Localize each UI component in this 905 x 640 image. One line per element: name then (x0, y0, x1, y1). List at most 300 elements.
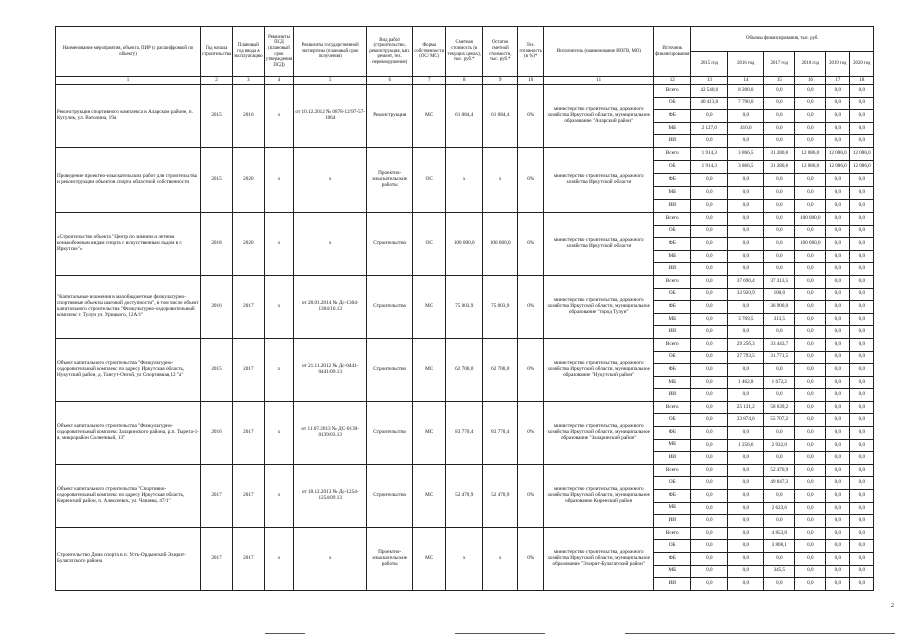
project-name: Проведение проектно-изыскательских работ для строительства и реконструкции объектов спорта областной собственности (56, 147, 201, 212)
readiness: 0% (518, 85, 544, 148)
funding-source: МБ (654, 439, 691, 452)
funding-value: 0,0 (826, 288, 850, 301)
year-end: 2020 (233, 147, 265, 212)
funding-value: 0,0 (795, 110, 826, 123)
funding-value: 0,0 (764, 553, 795, 566)
funding-value: 42 540,0 (691, 85, 728, 98)
expertise-details: от 10.12.2012 № 0878-12/97-57-1064 (294, 85, 367, 148)
investment-table (55, 26, 874, 591)
funding-value: 0,0 (728, 578, 764, 591)
column-number: 18 (850, 77, 874, 85)
header-estimated-cost: Сметная стоимость (в текущих ценах), тыс. руб.* (446, 27, 483, 77)
remaining-cost: 75 003,9 (483, 275, 518, 338)
project-name: Объект капитального строительства "Спортивно-оздоровительный комплекс по адресу Иркутская область, Киренский район, п. Алексеевск, ул. Чапаева, 47/1" (56, 464, 201, 527)
funding-value: 12 086,0 (850, 147, 874, 160)
funding-value: 0,0 (691, 238, 728, 251)
funding-value: 0,0 (795, 427, 826, 440)
ownership-form: ОС (413, 212, 446, 275)
funding-value: 0,0 (795, 578, 826, 591)
funding-value: 0,0 (826, 212, 850, 225)
executor: министерство строительства, дорожного хозяйства Иркутской области, муниципальное образование "Эхирит-Булагатский район" (544, 527, 654, 590)
funding-value: 0,0 (764, 326, 795, 339)
funding-value: 0,0 (850, 275, 874, 288)
executor: министерство строительства, дорожного хозяйства Иркутской области, муниципальное образование Киренский район (544, 464, 654, 527)
header-ownership: Форма собственности (ОС/ МС) (413, 27, 446, 77)
ownership-form: ОС (413, 147, 446, 212)
funding-value: 0,0 (764, 263, 795, 276)
funding-value: 0,0 (764, 364, 795, 377)
funding-value: 12 086,0 (795, 160, 826, 173)
readiness: 0% (518, 275, 544, 338)
funding-value: 0,0 (826, 389, 850, 402)
year-end: 2020 (233, 212, 265, 275)
bottom-rule (625, 633, 895, 634)
funding-value: 0,0 (850, 515, 874, 528)
funding-value: 0,0 (691, 414, 728, 427)
funding-value: 0,0 (691, 389, 728, 402)
funding-value: 0,0 (691, 490, 728, 503)
funding-value: 0,0 (826, 97, 850, 110)
funding-value: 0,0 (850, 452, 874, 465)
table-row (56, 464, 874, 477)
funding-value: 0,0 (826, 110, 850, 123)
funding-value: 0,0 (764, 199, 795, 212)
funding-value: 0,0 (795, 186, 826, 199)
funding-value: 0,0 (795, 452, 826, 465)
funding-value: 0,0 (850, 250, 874, 263)
funding-value: 12 086,0 (826, 160, 850, 173)
funding-value: 0,0 (795, 301, 826, 314)
column-number: 3 (233, 77, 265, 85)
funding-value: 0,0 (826, 186, 850, 199)
funding-value: 0,0 (764, 225, 795, 238)
estimated-cost: x (446, 527, 483, 590)
table-row (56, 275, 874, 288)
expertise-details: от 28.01.2014 № Дс-1304-1304/10.13 (294, 275, 367, 338)
funding-value: 31 771,5 (764, 351, 795, 364)
funding-value: 0,0 (850, 427, 874, 440)
header-work-type: Вид работ (строительство, реконструкция, кап. ремонт, тех. перевооружение) (367, 27, 413, 77)
funding-value: 0,0 (850, 578, 874, 591)
funding-source: ФБ (654, 238, 691, 251)
header-expertise: Реквизиты государственной экспертизы (плановый срок получения) (294, 27, 367, 77)
funding-value: 49 847,3 (764, 477, 795, 490)
funding-value: 0,0 (795, 502, 826, 515)
funding-value: 0,0 (764, 578, 795, 591)
funding-value: 0,0 (691, 250, 728, 263)
funding-value: 0,0 (826, 122, 850, 135)
funding-value: 0,0 (826, 173, 850, 186)
readiness: 0% (518, 338, 544, 401)
readiness: 0% (518, 147, 544, 212)
funding-value: 0,0 (795, 122, 826, 135)
funding-value: 0,0 (691, 351, 728, 364)
funding-value: 4 853,8 (764, 527, 795, 540)
funding-value: 36 900,0 (764, 301, 795, 314)
table-row (56, 338, 874, 351)
funding-value: 0,0 (826, 540, 850, 553)
funding-value: 0,0 (850, 110, 874, 123)
estimated-cost: 62 700,0 (446, 338, 483, 401)
funding-value: 0,0 (826, 263, 850, 276)
funding-value: 0,0 (795, 326, 826, 339)
funding-value: 0,0 (795, 414, 826, 427)
funding-value: 0,0 (728, 263, 764, 276)
funding-value: 0,0 (691, 364, 728, 377)
funding-value: 0,0 (850, 85, 874, 98)
funding-value: 0,0 (728, 238, 764, 251)
year-start: 2018 (201, 212, 233, 275)
funding-value: 0,0 (728, 527, 764, 540)
executor: министерство строительства, дорожного хозяйства Иркутской области, муниципальное образование "город Тулун" (544, 275, 654, 338)
funding-source: МБ (654, 186, 691, 199)
header-funding: Объемы финансирования, тыс. руб. (691, 27, 874, 52)
estimated-cost: 61 084,4 (446, 85, 483, 148)
estimated-cost: x (446, 147, 483, 212)
expertise-details: от 21.11.2012 № Дс-0441-0441/09.13 (294, 338, 367, 401)
funding-value: 0,0 (795, 527, 826, 540)
funding-value: 0,0 (691, 263, 728, 276)
funding-value: 0,0 (764, 238, 795, 251)
funding-source: ИИ (654, 515, 691, 528)
funding-value: 3 808,1 (764, 540, 795, 553)
funding-value: 0,0 (728, 110, 764, 123)
funding-value: 0,0 (850, 401, 874, 414)
funding-value: 0,0 (728, 565, 764, 578)
funding-value: 0,0 (795, 515, 826, 528)
project-name: Строительство Дома спорта в п. Усть-Ордынский Эхирит-Булагатского района (56, 527, 201, 590)
funding-value: 0,0 (691, 477, 728, 490)
ownership-form: МС (413, 275, 446, 338)
project-name: Объект капитального строительства "Физкультурно-оздоровительный комплекс Заларинского района, р.п. Тырета-1-я, микрорайон Солнечный, 13" (56, 401, 201, 464)
psd-details: x (264, 212, 293, 275)
executor: министерство строительства, дорожного хозяйства Иркутской области, муниципальное образование "Аларский район" (544, 85, 654, 148)
funding-value: 0,0 (691, 301, 728, 314)
funding-value: 25 131,2 (728, 401, 764, 414)
funding-value: 23 874,6 (728, 414, 764, 427)
funding-value: 0,0 (764, 173, 795, 186)
funding-value: 0,0 (691, 515, 728, 528)
funding-value: 0,0 (850, 376, 874, 389)
column-number: 2 (201, 77, 233, 85)
funding-value: 0,0 (850, 212, 874, 225)
funding-value: 0,0 (826, 414, 850, 427)
funding-value: 0,0 (691, 578, 728, 591)
funding-value: 1 256,6 (728, 439, 764, 452)
funding-value: 37 313,5 (764, 275, 795, 288)
column-number: 4 (264, 77, 293, 85)
work-type: Строительство (367, 275, 413, 338)
work-type: Строительство (367, 212, 413, 275)
funding-source: МБ (654, 565, 691, 578)
work-type: Строительство (367, 401, 413, 464)
year-start: 2016 (201, 275, 233, 338)
funding-value: 52 470,9 (764, 464, 795, 477)
year-end: 2017 (233, 527, 265, 590)
funding-value: 0,0 (826, 85, 850, 98)
table-row (56, 401, 874, 414)
column-number: 14 (728, 77, 764, 85)
funding-value: 0,0 (728, 135, 764, 148)
funding-value: 0,0 (826, 364, 850, 377)
funding-value: 3 769,5 (728, 313, 764, 326)
funding-value: 0,0 (691, 173, 728, 186)
funding-value: 0,0 (795, 85, 826, 98)
funding-source: Всего (654, 212, 691, 225)
header-readiness: Тех. готовность (в %)* (518, 27, 544, 77)
funding-value: 0,0 (795, 275, 826, 288)
funding-source: ОБ (654, 288, 691, 301)
funding-value: 0,0 (764, 97, 795, 110)
funding-value: 2 623,6 (764, 502, 795, 515)
funding-value: 0,0 (795, 338, 826, 351)
funding-value: 0,0 (728, 186, 764, 199)
funding-value: 0,0 (691, 427, 728, 440)
funding-value: 0,0 (850, 288, 874, 301)
funding-value: 0,0 (795, 135, 826, 148)
funding-value: 0,0 (850, 97, 874, 110)
funding-value: 0,0 (691, 439, 728, 452)
funding-source: МБ (654, 122, 691, 135)
funding-source: МБ (654, 250, 691, 263)
funding-source: ФБ (654, 110, 691, 123)
funding-source: ОБ (654, 97, 691, 110)
funding-value: 0,0 (691, 135, 728, 148)
work-type: Строительство (367, 338, 413, 401)
funding-source: Всего (654, 85, 691, 98)
funding-value: 0,0 (850, 135, 874, 148)
funding-value: 0,0 (764, 186, 795, 199)
funding-value: 0,0 (728, 250, 764, 263)
funding-source: Всего (654, 401, 691, 414)
funding-value: 0,0 (850, 122, 874, 135)
funding-value: 410,0 (728, 122, 764, 135)
remaining-cost: x (483, 527, 518, 590)
ownership-form: МС (413, 401, 446, 464)
funding-value: 0,0 (850, 313, 874, 326)
funding-value: 0,0 (691, 376, 728, 389)
funding-value: 0,0 (691, 313, 728, 326)
funding-value: 0,0 (728, 540, 764, 553)
work-type: Проектно-изыскательские работы (367, 527, 413, 590)
funding-value: 0,0 (795, 225, 826, 238)
year-end: 2017 (233, 275, 265, 338)
funding-value: 31 280,6 (764, 147, 795, 160)
year-end: 2017 (233, 401, 265, 464)
funding-value: 0,0 (795, 376, 826, 389)
funding-value: 0,0 (795, 439, 826, 452)
funding-value: 0,0 (826, 313, 850, 326)
funding-value: 0,0 (826, 225, 850, 238)
funding-source: ОБ (654, 414, 691, 427)
funding-value: 0,0 (691, 540, 728, 553)
column-number: 16 (795, 77, 826, 85)
funding-value: 0,0 (795, 464, 826, 477)
bottom-rule (265, 633, 305, 634)
funding-value: 3 866,5 (728, 160, 764, 173)
header-year: 2016 год (728, 52, 764, 77)
funding-value: 0,0 (764, 452, 795, 465)
funding-value: 0,0 (691, 199, 728, 212)
funding-source: ИИ (654, 135, 691, 148)
funding-value: 0,0 (826, 565, 850, 578)
funding-value: 58 639,2 (764, 401, 795, 414)
year-start: 2016 (201, 401, 233, 464)
funding-value: 0,0 (850, 238, 874, 251)
funding-value: 100,0 (764, 288, 795, 301)
funding-value: 0,0 (850, 263, 874, 276)
remaining-cost: 83 770,4 (483, 401, 518, 464)
column-number: 13 (691, 77, 728, 85)
funding-value: 37 690,4 (728, 275, 764, 288)
funding-value: 12 086,0 (795, 147, 826, 160)
funding-value: 0,0 (691, 527, 728, 540)
expertise-details: x (294, 147, 367, 212)
work-type: Реконструкция (367, 85, 413, 148)
funding-source: ИИ (654, 452, 691, 465)
funding-value: 7 790,0 (728, 97, 764, 110)
funding-value: 0,0 (728, 490, 764, 503)
funding-value: 0,0 (728, 326, 764, 339)
funding-value: 55 707,2 (764, 414, 795, 427)
funding-value: 1 914,3 (691, 160, 728, 173)
funding-value: 0,0 (850, 439, 874, 452)
funding-value: 0,0 (850, 414, 874, 427)
funding-value: 0,0 (764, 427, 795, 440)
column-number: 17 (826, 77, 850, 85)
funding-value: 0,0 (764, 515, 795, 528)
funding-value: 0,0 (850, 553, 874, 566)
funding-value: 0,0 (826, 527, 850, 540)
funding-value: 3 866,5 (728, 147, 764, 160)
funding-value: 0,0 (728, 464, 764, 477)
funding-value: 0,0 (764, 135, 795, 148)
funding-value: 0,0 (826, 326, 850, 339)
funding-value: 0,0 (728, 212, 764, 225)
funding-value: 0,0 (691, 502, 728, 515)
funding-value: 0,0 (691, 553, 728, 566)
ownership-form: МС (413, 464, 446, 527)
funding-source: ОБ (654, 351, 691, 364)
funding-source: Всего (654, 464, 691, 477)
funding-value: 2 127,0 (691, 122, 728, 135)
project-name: «Строительство объекта "Центр по зимним и летним конькобежным видам спорта с искусственным льдом в г. Иркутске"» (56, 212, 201, 275)
funding-value: 0,0 (728, 199, 764, 212)
funding-source: Всего (654, 275, 691, 288)
psd-details: x (264, 338, 293, 401)
funding-value: 313,5 (764, 313, 795, 326)
funding-value: 0,0 (728, 477, 764, 490)
table-row (56, 147, 874, 160)
funding-value: 0,0 (795, 401, 826, 414)
expertise-details: от 18.12.2013 № Дс-1254-1254/09.13 (294, 464, 367, 527)
funding-source: ОБ (654, 540, 691, 553)
funding-value: 0,0 (691, 186, 728, 199)
funding-value: 0,0 (795, 97, 826, 110)
funding-value: 0,0 (850, 502, 874, 515)
readiness: 0% (518, 212, 544, 275)
column-number: 1 (56, 77, 201, 85)
funding-value: 100 000,0 (795, 238, 826, 251)
funding-value: 0,0 (764, 110, 795, 123)
ownership-form: МС (413, 85, 446, 148)
funding-value: 2 932,0 (764, 439, 795, 452)
header-year: 2018 год (795, 52, 826, 77)
funding-value: 1 914,3 (691, 147, 728, 160)
funding-value: 0,0 (850, 326, 874, 339)
funding-value: 0,0 (826, 250, 850, 263)
funding-value: 0,0 (795, 313, 826, 326)
funding-value: 0,0 (691, 212, 728, 225)
funding-value: 0,0 (795, 288, 826, 301)
psd-details: x (264, 275, 293, 338)
year-start: 2017 (201, 527, 233, 590)
executor: министерство строительства, дорожного хозяйства Иркутской области (544, 212, 654, 275)
remaining-cost: 61 084,4 (483, 85, 518, 148)
funding-value: 0,0 (728, 225, 764, 238)
funding-value: 0,0 (728, 427, 764, 440)
estimated-cost: 75 003,9 (446, 275, 483, 338)
project-name: Реконструкция спортивного комплекса в Аларском районе, п. Кутулик, ул. Ватолина, 19а (56, 85, 201, 148)
funding-value: 0,0 (691, 288, 728, 301)
header-year: 2015 год (691, 52, 728, 77)
funding-value: 0,0 (728, 173, 764, 186)
header-year: 2019 год (826, 52, 850, 77)
funding-source: ИИ (654, 326, 691, 339)
funding-value: 0,0 (691, 275, 728, 288)
funding-value: 0,0 (764, 250, 795, 263)
funding-source: ФБ (654, 301, 691, 314)
year-start: 2015 (201, 85, 233, 148)
funding-value: 29 256,3 (728, 338, 764, 351)
funding-source: ИИ (654, 578, 691, 591)
funding-value: 8 200,0 (728, 85, 764, 98)
executor: министерство строительства, дорожного хозяйства Иркутской области, муниципальное образование "Нукутский район" (544, 338, 654, 401)
funding-value: 0,0 (728, 502, 764, 515)
funding-value: 0,0 (850, 364, 874, 377)
funding-value: 0,0 (728, 364, 764, 377)
funding-value: 1 462,8 (728, 376, 764, 389)
ownership-form: МС (413, 527, 446, 590)
funding-value: 0,0 (795, 263, 826, 276)
expertise-details: x (294, 212, 367, 275)
funding-value: 0,0 (826, 199, 850, 212)
column-number: 8 (446, 77, 483, 85)
funding-source: ИИ (654, 263, 691, 276)
funding-value: 0,0 (826, 135, 850, 148)
funding-value: 0,0 (728, 515, 764, 528)
estimated-cost: 100 000,0 (446, 212, 483, 275)
column-number: 15 (764, 77, 795, 85)
header-executor: Исполнитель (наименование ИОГВ, МО) (544, 27, 654, 77)
funding-source: ИИ (654, 199, 691, 212)
year-start: 2015 (201, 147, 233, 212)
year-end: 2017 (233, 338, 265, 401)
header-name: Наименование мероприятия, объекта, ПИР (с расшифровкой по объекту) (56, 27, 201, 77)
column-number: 10 (518, 77, 544, 85)
work-type: Строительство (367, 464, 413, 527)
funding-value: 0,0 (795, 364, 826, 377)
funding-value: 0,0 (850, 464, 874, 477)
funding-value: 0,0 (795, 553, 826, 566)
bottom-rule (455, 633, 545, 634)
funding-value: 0,0 (795, 173, 826, 186)
remaining-cost: x (483, 147, 518, 212)
funding-source: МБ (654, 502, 691, 515)
funding-value: 0,0 (850, 527, 874, 540)
funding-value: 12 086,0 (826, 147, 850, 160)
table-row (56, 85, 874, 98)
